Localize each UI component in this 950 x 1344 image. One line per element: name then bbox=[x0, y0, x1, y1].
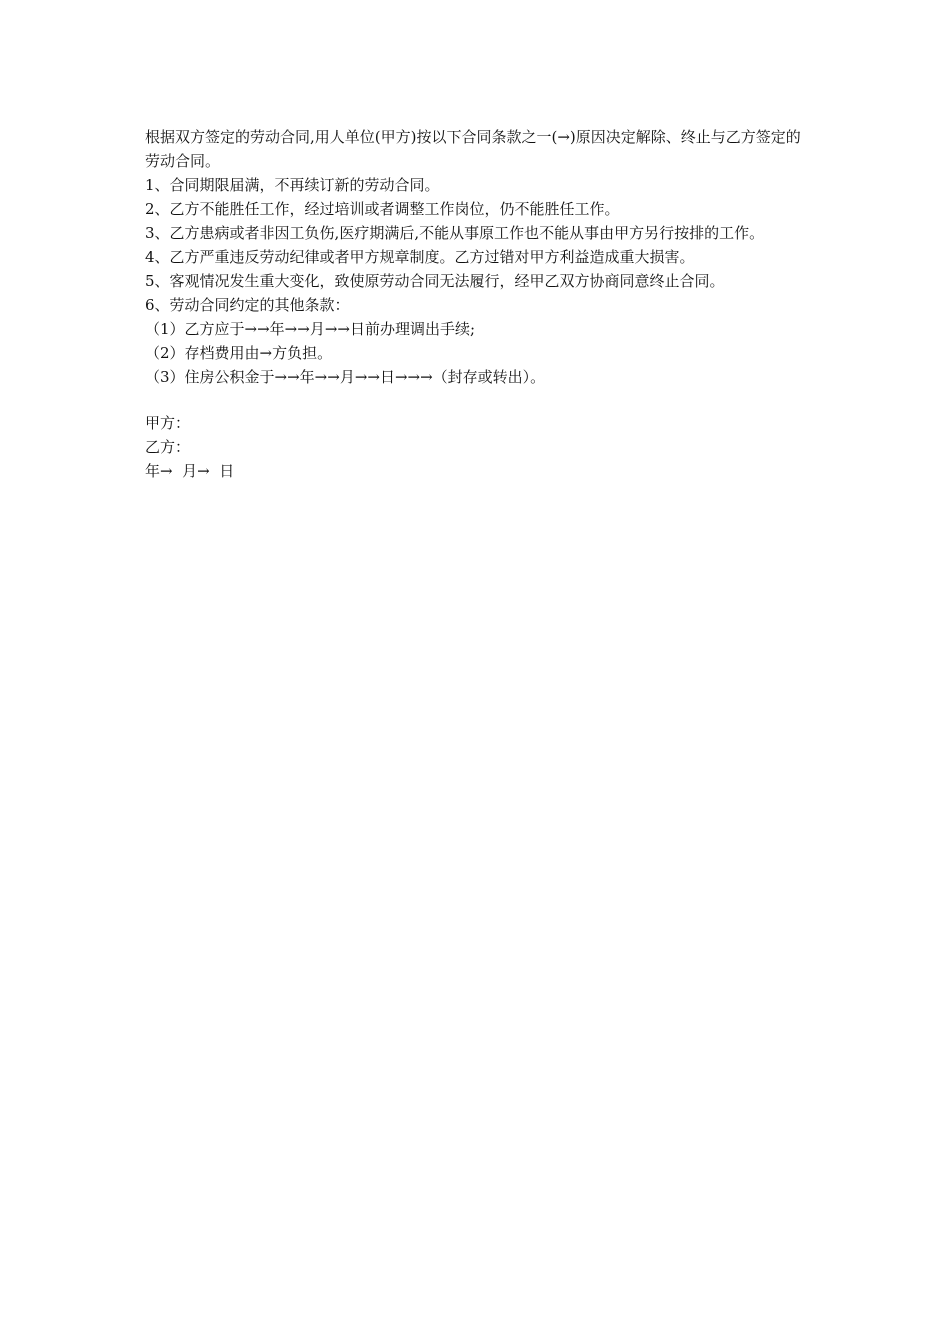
clause-1: 1、合同期限届满，不再续订新的劳动合同。 bbox=[145, 176, 440, 194]
sub-clause-1: （1）乙方应于→→年→→月→→日前办理调出手续; bbox=[145, 320, 476, 338]
clause-6: 6、劳动合同约定的其他条款： bbox=[145, 296, 350, 314]
signature-party-a: 甲方： bbox=[145, 414, 191, 432]
intro-paragraph: 根据双方签定的劳动合同,用人单位(甲方)按以下合同条款之一(→)原因决定解除、终止与乙方签定的劳动合同。 bbox=[145, 128, 801, 170]
clause-5: 5、客观情况发生重大变化，致使原劳动合同无法履行，经甲乙双方协商同意终止合同。 bbox=[145, 272, 725, 290]
signature-party-b: 乙方： bbox=[145, 438, 191, 456]
sub-clause-3: （3）住房公积金于→→年→→月→→日→→→（封存或转出）。 bbox=[145, 368, 546, 386]
clause-3: 3、乙方患病或者非因工负伤,医疗期满后,不能从事原工作也不能从事由甲方另行按排的工作。 bbox=[145, 224, 765, 242]
sub-clause-2: （2）存档费用由→方负担。 bbox=[145, 344, 333, 362]
contract-text bbox=[145, 125, 815, 483]
spacer bbox=[145, 389, 815, 411]
clause-2: 2、乙方不能胜任工作，经过培训或者调整工作岗位，仍不能胜任工作。 bbox=[145, 200, 620, 218]
signature-date: 年→ 月→ 日 bbox=[145, 462, 235, 480]
clause-4: 4、乙方严重违反劳动纪律或者甲方规章制度。乙方过错对甲方利益造成重大损害。 bbox=[145, 248, 695, 266]
